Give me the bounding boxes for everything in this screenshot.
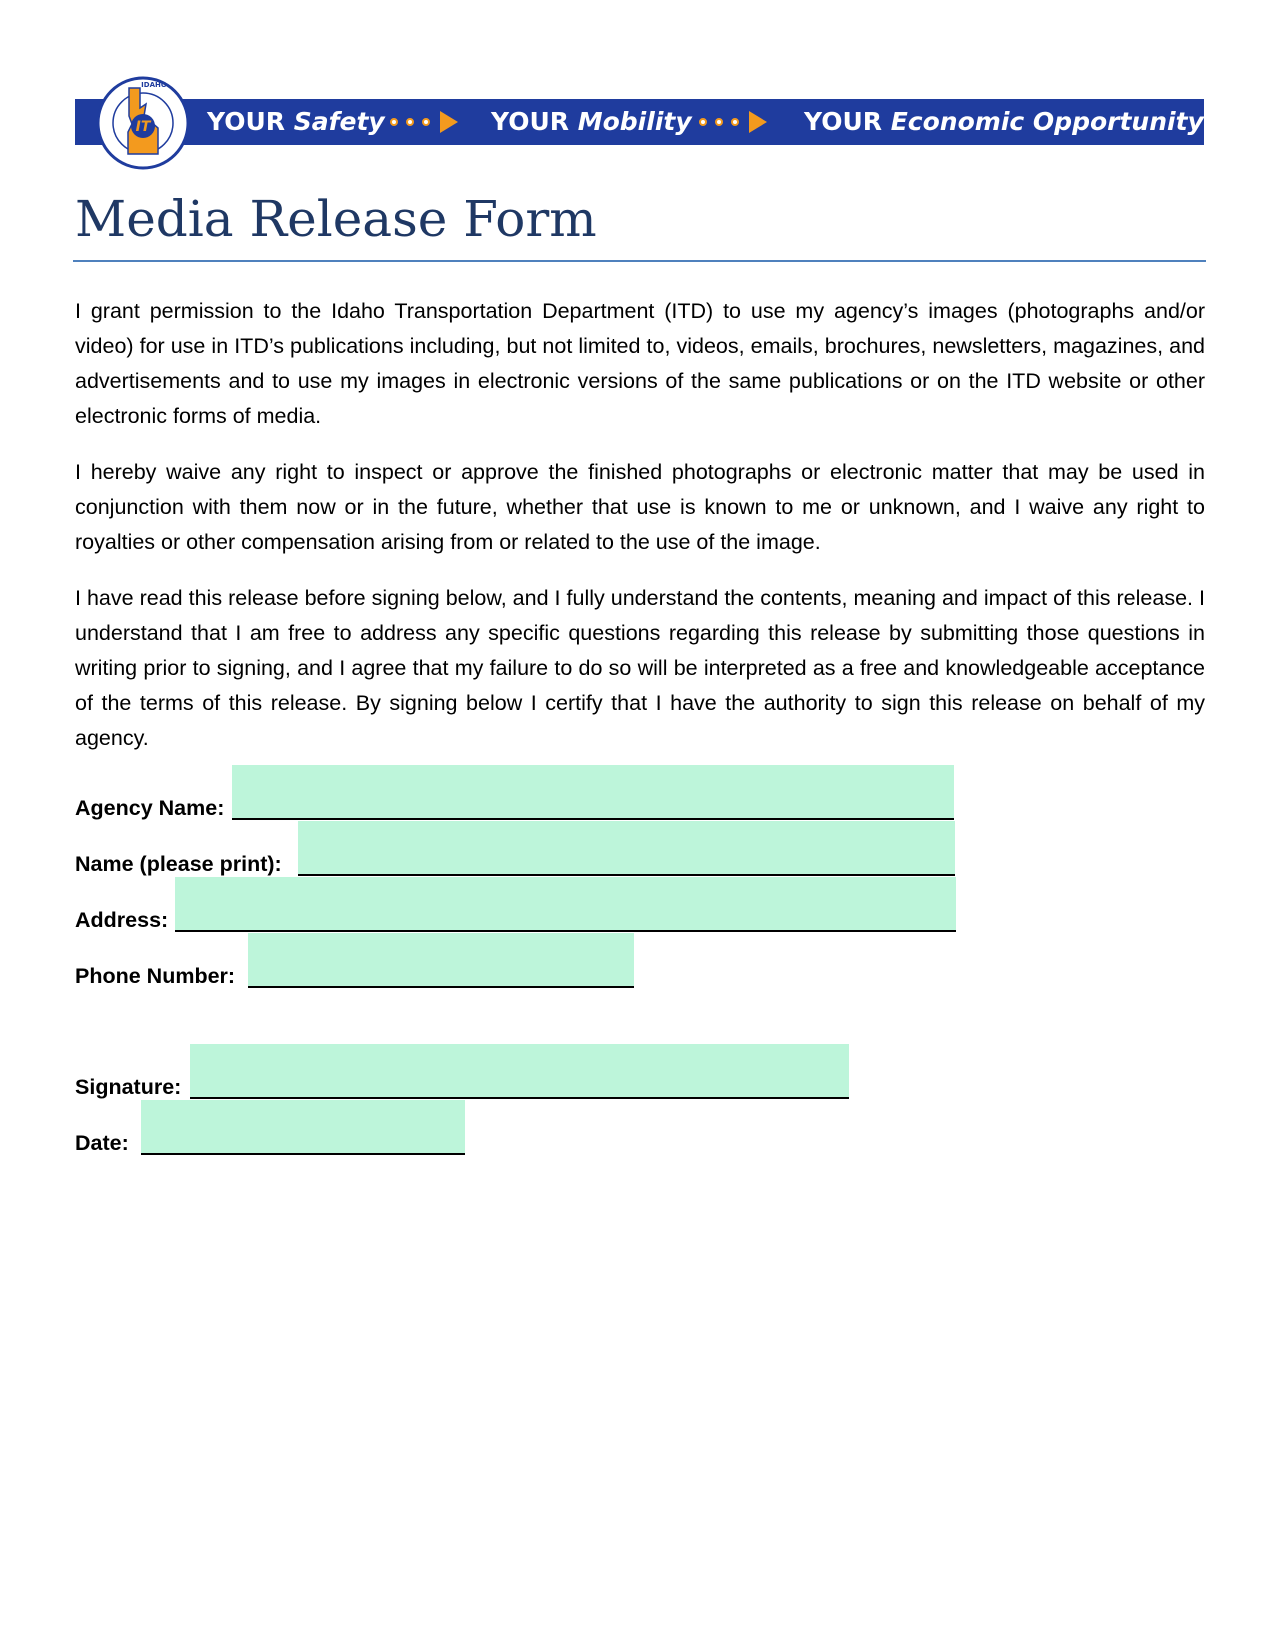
title-divider xyxy=(73,260,1206,262)
phone-number-field[interactable] xyxy=(248,933,634,988)
itd-logo xyxy=(96,76,190,170)
address-field[interactable] xyxy=(175,877,956,932)
dot-icon xyxy=(390,118,398,126)
date-field[interactable] xyxy=(141,1100,465,1155)
svg-text:IT: IT xyxy=(135,119,151,135)
dot-icon xyxy=(422,118,430,126)
slogan-economic-opportunity: YOUR Economic Opportunity xyxy=(804,107,1204,136)
paragraph-waiver: I hereby waive any right to inspect or approve the finished photographs or electronic matter that may be used in conjunction with them now or in the future, whether that use is known to me or unknown, and I waive any right to royalties or other compensation arising from or related to the use of the image. xyxy=(75,460,1205,554)
signature-label: Signature: xyxy=(75,1075,182,1099)
paragraph-permission: I grant permission to the Idaho Transportation Department (ITD) to use my agency’s images (photographs and/or video) for use in ITD’s publications including, but not limited to, videos, emails, brochures, newsletters, magazines, and advertisements and to use my images in electronic versions of the same publications or on the ITD website or other electronic forms of media. xyxy=(75,299,1205,428)
dot-icon xyxy=(715,118,723,126)
slogan-safety: YOUR Safety xyxy=(207,107,385,136)
agency-name-label: Agency Name: xyxy=(75,796,225,820)
slogan-separator xyxy=(390,99,458,145)
svg-text:IDAHO: IDAHO xyxy=(141,81,167,89)
slogan-separator xyxy=(699,99,767,145)
page-title: Media Release Form xyxy=(75,190,597,248)
name-field[interactable] xyxy=(298,821,955,876)
agency-name-field[interactable] xyxy=(232,765,954,820)
paragraph-acknowledgement: I have read this release before signing below, and I fully understand the contents, meaning and impact of this release. I understand that I am free to address any specific questions regarding this release by submitting those questions in writing prior to signing, and I agree that my failure to do so will be interpreted as a free and knowledgeable acceptance of the terms of this release. By signing below I certify that I have the authority to sign this release on behalf of my agency. xyxy=(75,586,1205,750)
dot-icon xyxy=(731,118,739,126)
slogan-mobility: YOUR Mobility xyxy=(491,107,692,136)
address-label: Address: xyxy=(75,908,169,932)
date-label: Date: xyxy=(75,1131,129,1155)
phone-number-label: Phone Number: xyxy=(75,964,236,988)
signature-field[interactable] xyxy=(190,1044,849,1099)
name-label: Name (please print): xyxy=(75,852,282,876)
dot-icon xyxy=(406,118,414,126)
dot-icon xyxy=(699,118,707,126)
play-arrow-icon xyxy=(749,111,767,133)
play-arrow-icon xyxy=(440,111,458,133)
